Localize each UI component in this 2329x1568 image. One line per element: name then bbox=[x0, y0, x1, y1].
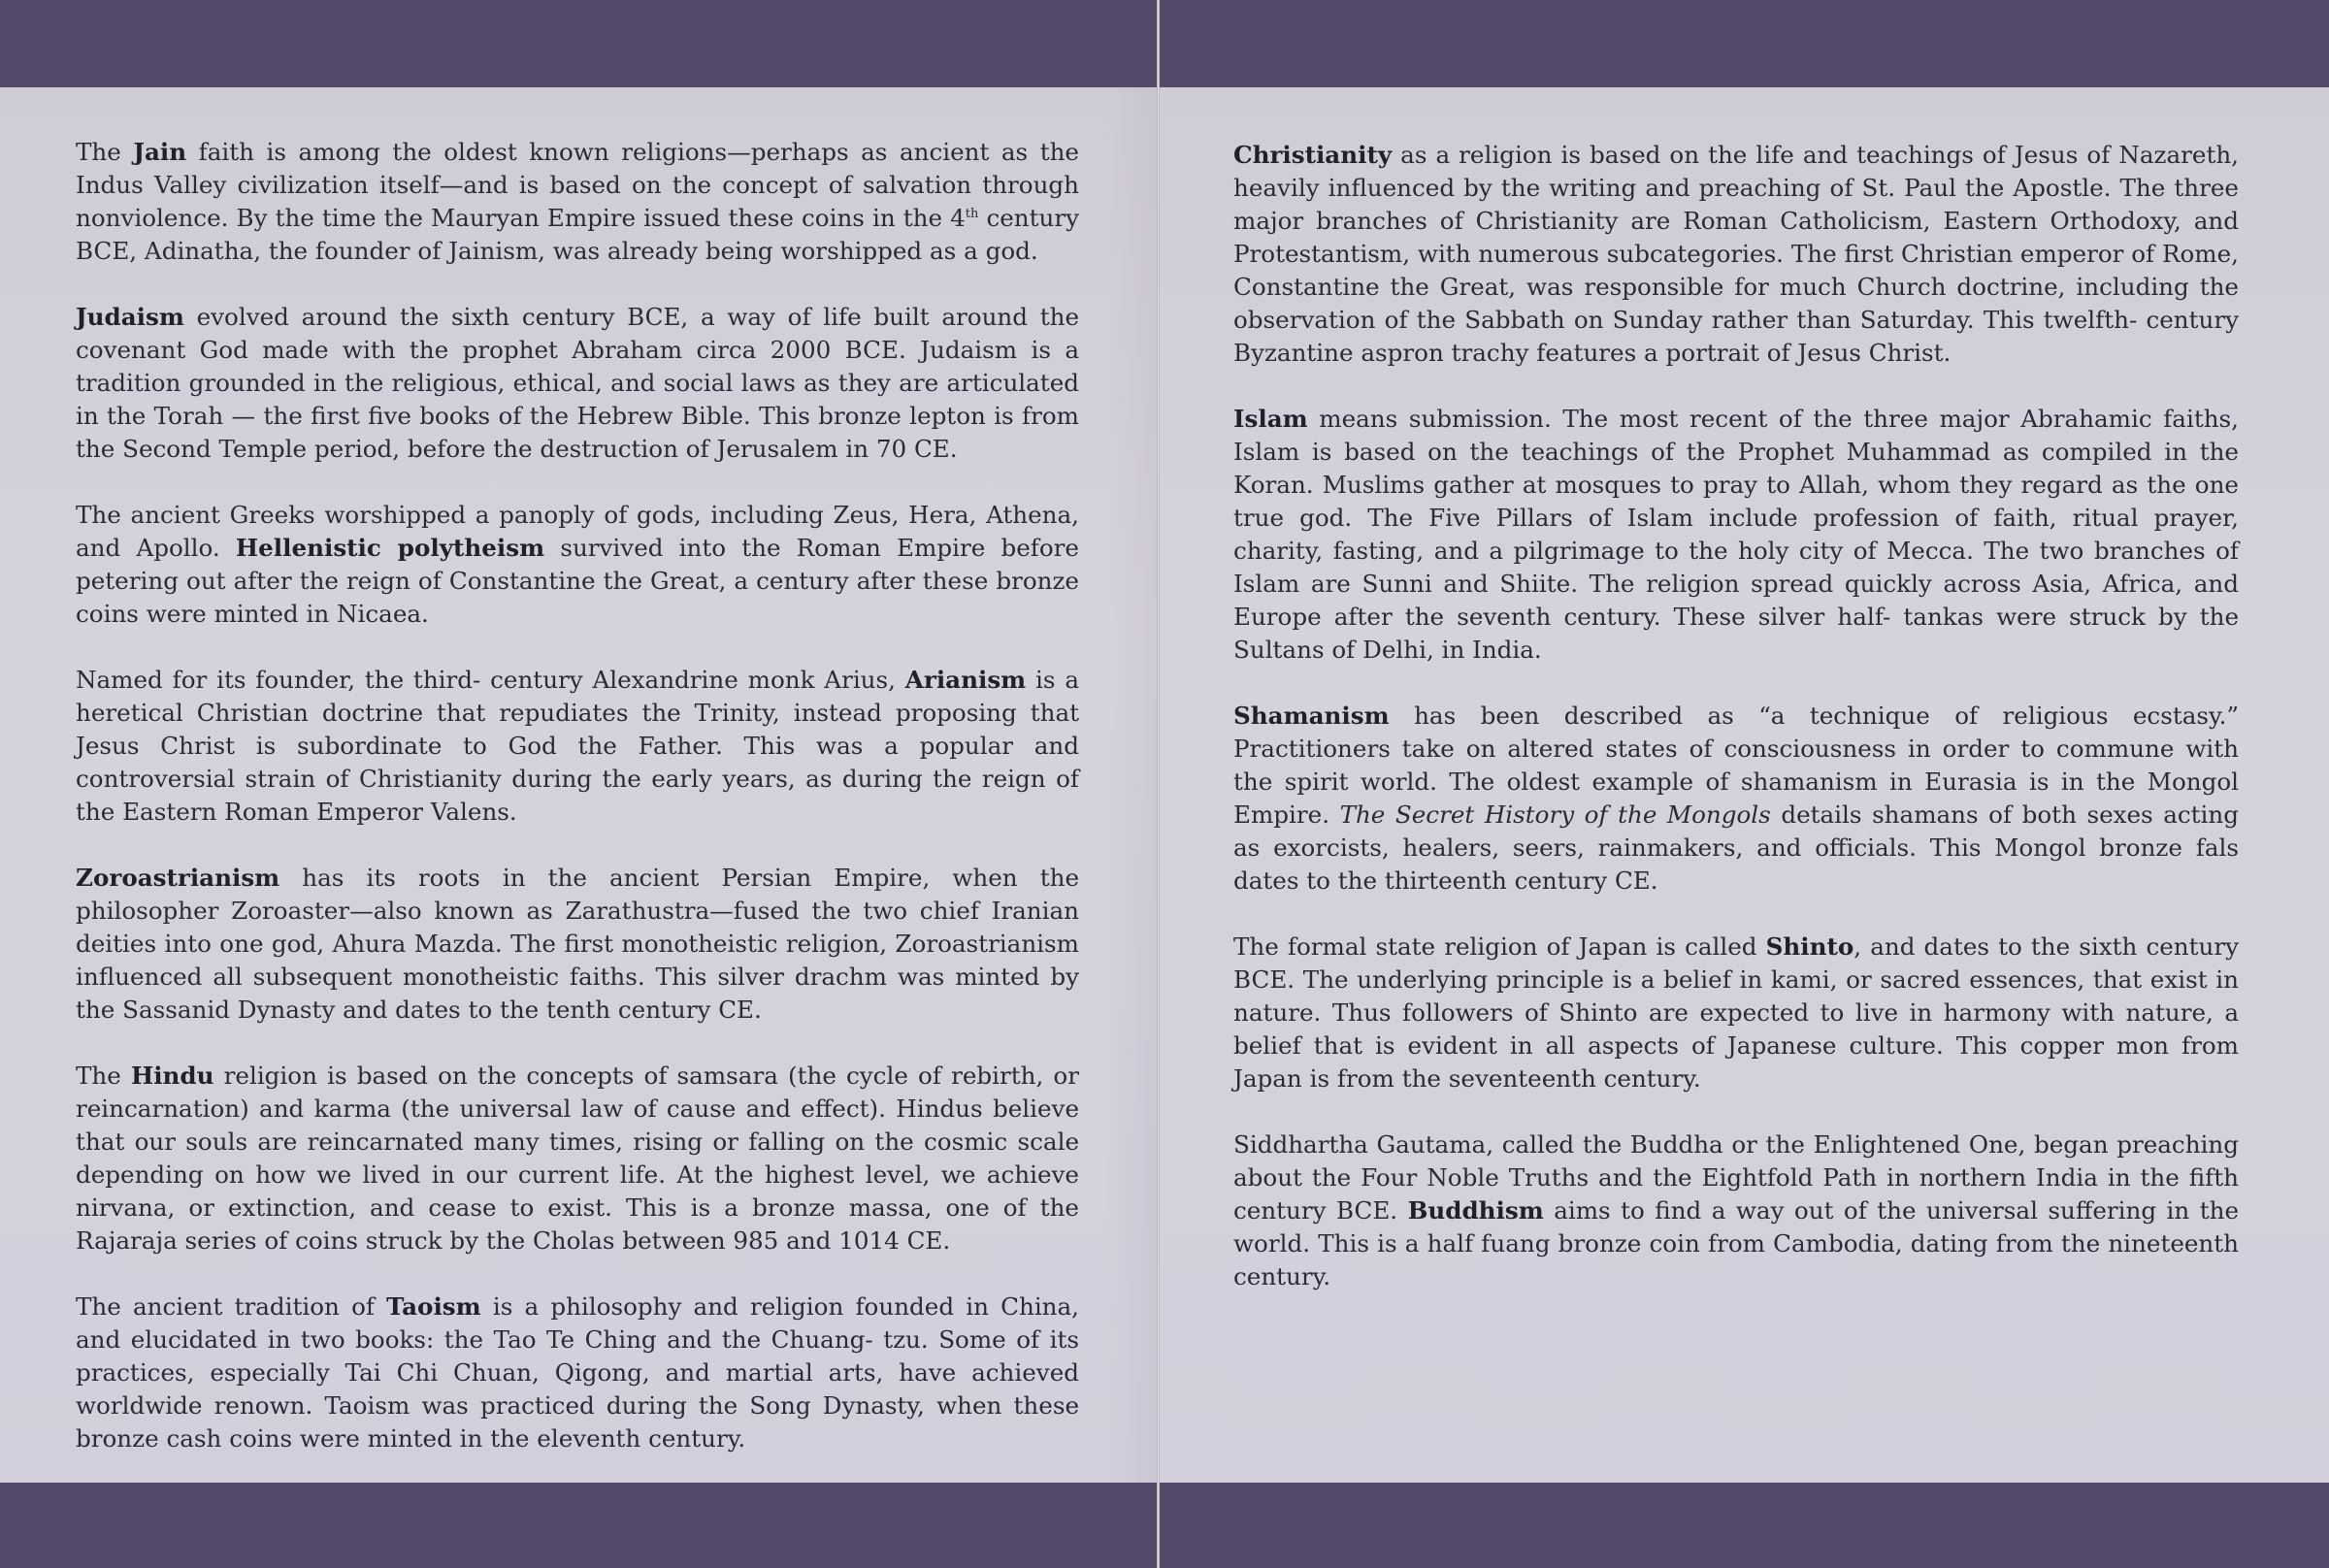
para-text: aims to find a way out of the universal suffering in the world. This is a half fuang bronze coin from Cambodia, dating from the nineteenth century. bbox=[1233, 1196, 2239, 1290]
paragraph-hellenistic bbox=[76, 499, 1079, 631]
paragraph-shamanism bbox=[1233, 700, 2239, 898]
para-text: The ancient tradition of bbox=[76, 1292, 387, 1321]
paragraph-taoism bbox=[76, 1290, 1079, 1455]
paragraph-shinto bbox=[1233, 931, 2239, 1095]
spine-shadow bbox=[1106, 0, 1157, 1568]
para-text: has been described as “a technique of religious ecstasy.” Practitioners take on altered states of consciousness in order to commune with the spirit world. The oldest example of shamanism in Eurasia is in the Mongol Empire. bbox=[1233, 702, 2239, 829]
right-page bbox=[1157, 0, 2329, 1568]
para-text: The formal state religion of Japan is called bbox=[1233, 932, 1766, 961]
bottom-band bbox=[0, 1483, 1157, 1568]
para-text: Siddhartha Gautama, called the Buddha or the Enlightened One, began preaching about the Four Noble Truths and the Eightfold Path in northern India in the fifth century BCE. bbox=[1233, 1130, 2239, 1225]
para-text: as a religion is based on the life and teachings of Jesus of Nazareth, heavily influenced by the writing and preaching of St. Paul the Apostle. The three major branches of Christianity are Roman Catholicism, Eastern Orthodoxy, and Protestantism, with numerous subcategories. The first Christian emperor of Rome, Constantine the Great, was responsible for much Church doctrine, including the observation of the Sabbath on Sunday rather than Saturday. This twelfth- century Byzantine aspron trachy features a portrait of Jesus Christ. bbox=[1233, 141, 2239, 367]
para-text: is a heretical Christian doctrine that repudiates the Trinity, instead proposing that Jesus Christ is subordinate to God the Father. This was a popular and controversial strain of Christianity during the early years, as during the reign of the Eastern Roman Emperor Valens. bbox=[76, 666, 1079, 826]
para-text: religion is based on the concepts of samsara (the cycle of rebirth, or reincarnation) and karma (the universal law of cause and effect). Hindus believe that our souls are reincarnated many times, rising or falling on the cosmic scale depending on how we lived in our current life. At the highest level, we achieve nirvana, or extinction, and cease to exist. This is a bronze massa, one of the Rajaraja series of coins struck by the Cholas between 985 and 1014 CE. bbox=[76, 1062, 1079, 1255]
spine-fold bbox=[1157, 0, 1160, 1568]
paragraph-zoroastrianism bbox=[76, 862, 1079, 1027]
para-text: is a philosophy and religion founded in China, and elucidated in two books: the Tao Te Ching and the Chuang- tzu. Some of its practices, especially Tai Chi Chuan, Qigong, and martial arts, have achieved worldwide renown. Taoism was practiced during the Song Dynasty, when these bronze cash coins were minted in the eleventh century. bbox=[76, 1292, 1079, 1453]
book-title: The Secret History of the Mongols bbox=[1339, 800, 1771, 829]
top-band bbox=[0, 0, 1157, 87]
para-text: Named for its founder, the third- century Alexandrine monk Arius, bbox=[76, 666, 905, 694]
para-text: faith is among the oldest known religions—perhaps as ancient as the Indus Valley civilization itself—and is based on the concept of salvation through nonviolence. By the time the Mauryan Empire issued these coins in the 4 bbox=[76, 138, 1079, 232]
bottom-band bbox=[1157, 1483, 2329, 1568]
term-shamanism: Shamanism bbox=[1233, 702, 1390, 730]
paragraph-christianity bbox=[1233, 139, 2239, 370]
term-buddhism: Buddhism bbox=[1407, 1196, 1544, 1225]
ordinal-superscript: th bbox=[965, 206, 979, 221]
para-text: The bbox=[76, 1062, 131, 1090]
paragraph-islam bbox=[1233, 403, 2239, 667]
term-zoroastrianism: Zoroastrianism bbox=[76, 864, 280, 892]
paragraph-arianism bbox=[76, 664, 1079, 829]
term-hindu: Hindu bbox=[130, 1062, 214, 1090]
term-christianity: Christianity bbox=[1233, 141, 1393, 169]
term-arianism: Arianism bbox=[904, 666, 1027, 694]
paragraph-jain bbox=[76, 136, 1079, 268]
term-taoism: Taoism bbox=[386, 1292, 481, 1321]
term-hellenistic-polytheism: Hellenistic polytheism bbox=[235, 534, 545, 562]
paragraph-judaism bbox=[76, 301, 1079, 466]
term-shinto: Shinto bbox=[1765, 932, 1854, 961]
para-text: details shamans of both sexes acting as exorcists, healers, seers, rainmakers, and officials. This Mongol bronze fals dates to the thirteenth century CE. bbox=[1233, 800, 2239, 895]
para-text: evolved around the sixth century BCE, a way of life built around the covenant God made with the prophet Abraham circa 2000 BCE. Judaism is a tradition grounded in the religious, ethical, and social laws as they are articulated in the Torah — the first five books of the Hebrew Bible. This bronze lepton is from the Second Temple period, before the destruction of Jerusalem in 70 CE. bbox=[76, 303, 1079, 463]
para-text: survived into the Roman Empire before petering out after the reign of Constantine the Great, a century after these bronze coins were minted in Nicaea. bbox=[76, 534, 1079, 628]
left-page bbox=[0, 0, 1157, 1568]
term-islam: Islam bbox=[1233, 405, 1308, 433]
left-page-text bbox=[76, 136, 1079, 1488]
para-text: , and dates to the sixth century BCE. The underlying principle is a belief in kami, or sacred essences, that exist in nature. Thus followers of Shinto are expected to live in harmony with nature, a belief that is evident in all aspects of Japanese culture. This copper mon from Japan is from the seventeenth century. bbox=[1233, 932, 2239, 1093]
para-text: The bbox=[76, 138, 134, 166]
term-jain: Jain bbox=[133, 138, 187, 166]
para-text: has its roots in the ancient Persian Empire, when the philosopher Zoroaster—also known as Zarathustra—fused the two chief Iranian deities into one god, Ahura Mazda. The first monotheistic religion, Zoroastrianism influenced all subsequent monotheistic faiths. This silver drachm was minted by the Sassanid Dynasty and dates to the tenth century CE. bbox=[76, 864, 1079, 1024]
para-text: means submission. The most recent of the three major Abrahamic faiths, Islam is based on the teachings of the Prophet Muhammad as compiled in the Koran. Muslims gather at mosques to pray to Allah, whom they regard as the one true god. The Five Pillars of Islam include profession of faith, ritual prayer, charity, fasting, and a pilgrimage to the holy city of Mecca. The two branches of Islam are Sunni and Shiite. The religion spread quickly across Asia, Africa, and Europe after the seventh century. These silver half- tankas were struck by the Sultans of Delhi, in India. bbox=[1233, 405, 2239, 664]
para-text: century BCE, Adinatha, the founder of Jainism, was already being worshipped as a god. bbox=[76, 204, 1080, 265]
right-page-text bbox=[1233, 139, 2239, 1326]
paragraph-buddhism bbox=[1233, 1128, 2239, 1293]
top-band bbox=[1157, 0, 2329, 87]
paragraph-hindu bbox=[76, 1060, 1079, 1258]
para-text: The ancient Greeks worshipped a panoply of gods, including Zeus, Hera, Athena, and Apollo. bbox=[76, 501, 1079, 562]
term-judaism: Judaism bbox=[76, 303, 184, 331]
